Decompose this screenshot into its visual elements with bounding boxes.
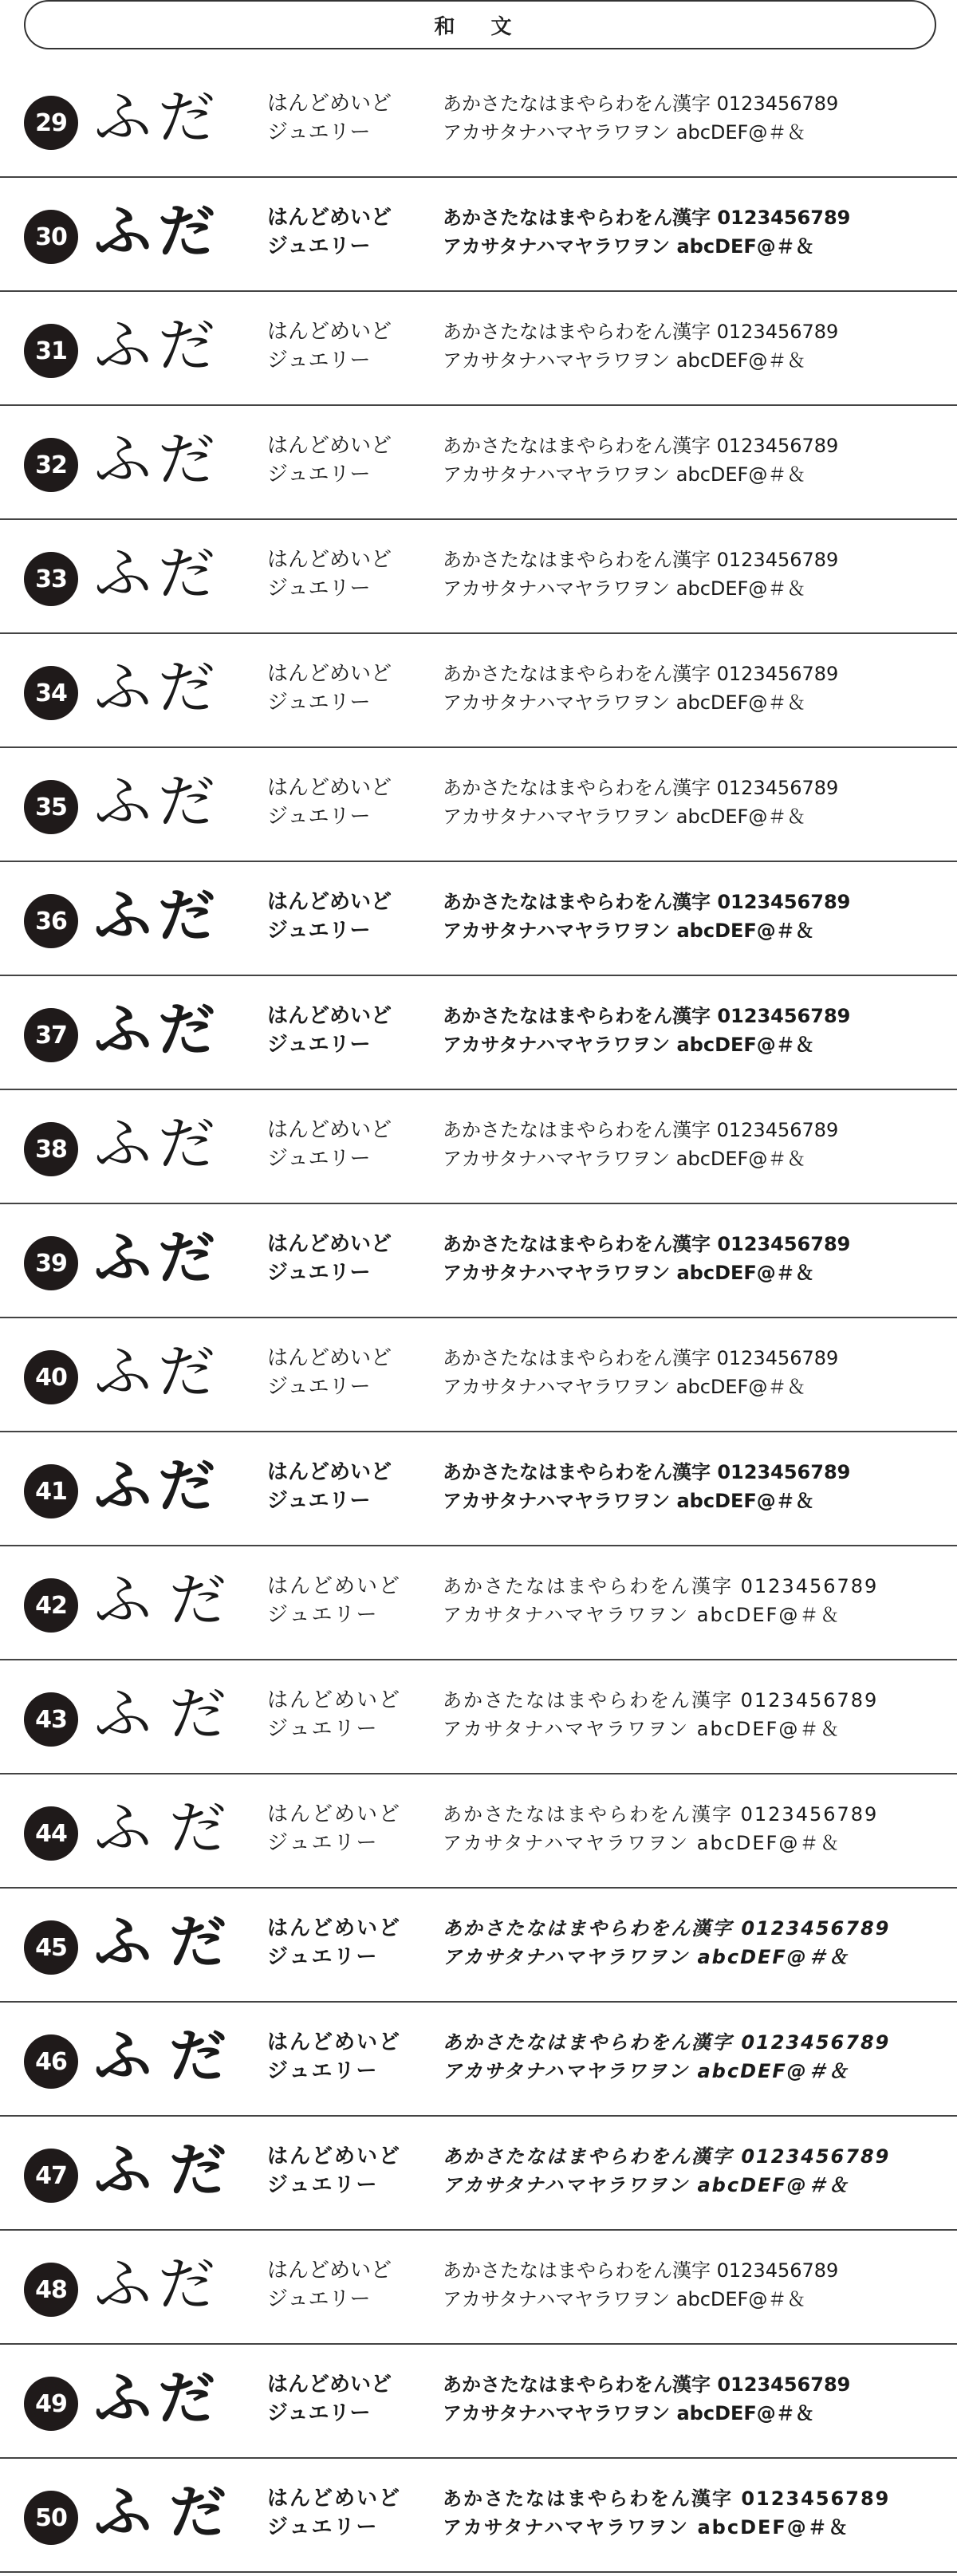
sample-characters-line2: アカサタナハマヤラワヲン abcDEF@＃＆ xyxy=(443,1376,806,1398)
sample-word-line1: はんどめいど xyxy=(267,2373,392,2397)
font-number-badge: 42 xyxy=(24,1578,78,1633)
sample-characters xyxy=(443,2028,941,2086)
sample-word-line2: ジュエリー xyxy=(267,1489,371,1513)
sample-characters-line2: アカサタナハマヤラワヲン abcDEF@＃＆ xyxy=(443,2402,814,2424)
sample-characters xyxy=(443,774,941,831)
sample-characters-line1: あかさたなはまやらわをん漢字 0123456789 xyxy=(443,2145,891,2168)
font-sample-row xyxy=(0,520,957,634)
sample-characters-line1: あかさたなはまやらわをん漢字 0123456789 xyxy=(443,2031,891,2054)
sample-characters-line1: あかさたなはまやらわをん漢字 0123456789 xyxy=(443,207,851,229)
font-number-badge: 34 xyxy=(24,666,78,720)
sample-characters-line1: あかさたなはまやらわをん漢字 0123456789 xyxy=(443,2373,851,2396)
sample-characters-line2: アカサタナハマヤラワヲン abcDEF@＃＆ xyxy=(443,1832,841,1854)
font-number-badge: 39 xyxy=(24,1236,78,1290)
font-sample-row xyxy=(0,178,957,292)
sample-word xyxy=(267,431,427,489)
sample-characters xyxy=(443,1800,941,1857)
sample-large-text: ふだ xyxy=(94,768,223,835)
sample-characters-line1: あかさたなはまやらわをん漢字 0123456789 xyxy=(443,1233,851,1255)
font-number-badge: 32 xyxy=(24,438,78,492)
font-number-badge: 45 xyxy=(24,1920,78,1975)
sample-word-line2: ジュエリー xyxy=(267,1375,371,1399)
font-sample-row xyxy=(0,292,957,406)
sample-characters-line1: あかさたなはまやらわをん漢字 0123456789 xyxy=(443,1119,839,1141)
sample-characters xyxy=(443,2370,941,2428)
sample-word-line1: はんどめいど xyxy=(267,2145,402,2168)
sample-large-text: ふだ xyxy=(94,1224,223,1291)
sample-characters-line2: アカサタナハマヤラワヲン abcDEF@＃＆ xyxy=(443,1034,814,1056)
sample-characters-line2: アカサタナハマヤラワヲン abcDEF@＃＆ xyxy=(443,2288,806,2310)
sample-large-text: ふだ xyxy=(94,2137,245,2204)
font-sample-row xyxy=(0,1204,957,1318)
sample-word-line1: はんどめいど xyxy=(267,2030,402,2054)
sample-word-line1: はんどめいど xyxy=(267,662,392,686)
sample-word-line1: はんどめいど xyxy=(267,434,392,458)
sample-large-text: ふだ xyxy=(94,1680,245,1747)
sample-word-line2: ジュエリー xyxy=(267,1603,379,1627)
sample-characters xyxy=(443,660,941,717)
font-sample-row xyxy=(0,2459,957,2573)
sample-characters-line2: アカサタナハマヤラワヲン abcDEF@＃＆ xyxy=(443,1946,849,1968)
sample-characters xyxy=(443,1686,941,1743)
font-number-badge: 30 xyxy=(24,210,78,264)
sample-characters-line2: アカサタナハマヤラワヲン abcDEF@＃＆ xyxy=(443,235,814,258)
font-sample-row xyxy=(0,2345,957,2459)
sample-characters xyxy=(443,2142,941,2200)
font-number-badge: 44 xyxy=(24,1806,78,1861)
sample-word xyxy=(267,89,427,147)
sample-characters-line2: アカサタナハマヤラワヲン abcDEF@＃＆ xyxy=(443,1262,814,1284)
font-sample-row xyxy=(0,862,957,976)
sample-characters-line2: アカサタナハマヤラワヲン abcDEF@＃＆ xyxy=(443,805,806,828)
font-sample-row xyxy=(0,1660,957,1774)
sample-word-line2: ジュエリー xyxy=(267,1831,379,1855)
font-number-badge: 49 xyxy=(24,2377,78,2431)
sample-word-line1: はんどめいど xyxy=(267,776,392,800)
font-number-badge: 47 xyxy=(24,2149,78,2203)
sample-word-line2: ジュエリー xyxy=(267,919,371,943)
font-sample-row xyxy=(0,1318,957,1432)
sample-word-line1: はんどめいど xyxy=(267,1916,402,1940)
sample-word-line2: ジュエリー xyxy=(267,234,371,258)
sample-large-text: ふだ xyxy=(94,2365,223,2432)
sample-characters-line1: あかさたなはまやらわをん漢字 0123456789 xyxy=(443,1575,879,1597)
sample-characters-line2: アカサタナハマヤラワヲン abcDEF@＃＆ xyxy=(443,349,806,372)
sample-characters xyxy=(443,1914,941,1971)
sample-word-line2: ジュエリー xyxy=(267,577,371,601)
sample-large-text: ふだ xyxy=(94,996,223,1063)
sample-characters-line1: あかさたなはまやらわをん漢字 0123456789 xyxy=(443,891,851,913)
font-sample-row xyxy=(0,2231,957,2345)
sample-characters-line2: アカサタナハマヤラワヲン abcDEF@＃＆ xyxy=(443,920,814,942)
font-number-badge: 36 xyxy=(24,894,78,948)
sample-word-line1: はんどめいど xyxy=(267,2487,402,2511)
sample-large-text: ふだ xyxy=(94,882,223,949)
sample-characters-line2: アカサタナハマヤラワヲン abcDEF@＃＆ xyxy=(443,1604,841,1626)
sample-word-line1: はんどめいど xyxy=(267,1004,392,1028)
sample-word-line2: ジュエリー xyxy=(267,120,371,144)
sample-large-text: ふだ xyxy=(94,1452,223,1519)
section-title: 和 文 xyxy=(434,14,526,39)
sample-word-line1: はんどめいど xyxy=(267,206,392,230)
sample-large-text: ふだ xyxy=(94,198,223,265)
font-sample-row xyxy=(0,2117,957,2231)
sample-large-text: ふだ xyxy=(94,1566,245,1633)
font-number-badge: 41 xyxy=(24,1464,78,1518)
sample-word-line2: ジュエリー xyxy=(267,1147,371,1171)
sample-word-line1: はんどめいど xyxy=(267,1574,402,1598)
sample-characters-line2: アカサタナハマヤラワヲン abcDEF@＃＆ xyxy=(443,121,806,144)
font-sample-row xyxy=(0,976,957,1090)
font-number-badge: 40 xyxy=(24,1350,78,1404)
sample-word xyxy=(267,774,427,831)
sample-word-line1: はんどめいど xyxy=(267,92,392,116)
sample-characters-line1: あかさたなはまやらわをん漢字 0123456789 xyxy=(443,549,839,571)
font-number-badge: 29 xyxy=(24,96,78,150)
sample-word-line2: ジュエリー xyxy=(267,1033,371,1057)
sample-word-line2: ジュエリー xyxy=(267,805,371,829)
sample-word xyxy=(267,317,427,375)
sample-characters-line1: あかさたなはまやらわをん漢字 0123456789 xyxy=(443,2259,839,2282)
sample-word-line2: ジュエリー xyxy=(267,349,371,372)
font-sample-row xyxy=(0,2003,957,2117)
sample-word-line2: ジュエリー xyxy=(267,2173,379,2197)
sample-word-line2: ジュエリー xyxy=(267,2059,379,2083)
sample-large-text: ふだ xyxy=(94,1794,245,1861)
sample-characters-line2: アカサタナハマヤラワヲン abcDEF@＃＆ xyxy=(443,691,806,714)
sample-characters-line1: あかさたなはまやらわをん漢字 0123456789 xyxy=(443,1005,851,1027)
sample-characters xyxy=(443,89,941,147)
sample-word-line2: ジュエリー xyxy=(267,1717,379,1741)
sample-characters xyxy=(443,1458,941,1515)
sample-large-text: ふだ xyxy=(94,1338,223,1405)
sample-word-line1: はんどめいど xyxy=(267,1460,392,1484)
sample-characters xyxy=(443,2256,941,2314)
font-number-badge: 31 xyxy=(24,324,78,378)
sample-word xyxy=(267,1230,427,1287)
sample-word xyxy=(267,2370,427,2428)
sample-characters-line1: あかさたなはまやらわをん漢字 0123456789 xyxy=(443,1689,879,1711)
sample-word xyxy=(267,1002,427,1059)
font-sample-row xyxy=(0,1090,957,1204)
font-sample-list xyxy=(0,64,957,2573)
sample-word-line1: はんどめいど xyxy=(267,890,392,914)
sample-word-line1: はんどめいど xyxy=(267,1118,392,1142)
sample-word xyxy=(267,203,427,261)
sample-characters-line1: あかさたなはまやらわをん漢字 0123456789 xyxy=(443,777,839,799)
sample-characters-line2: アカサタナハマヤラワヲン abcDEF@＃＆ xyxy=(443,2060,849,2082)
font-number-badge: 43 xyxy=(24,1692,78,1747)
sample-word xyxy=(267,1344,427,1401)
sample-word-line2: ジュエリー xyxy=(267,1261,371,1285)
sample-characters xyxy=(443,888,941,945)
sample-large-text: ふだ xyxy=(94,426,223,493)
sample-characters-line2: アカサタナハマヤラワヲン abcDEF@＃＆ xyxy=(443,1148,806,1170)
sample-large-text: ふだ xyxy=(94,312,223,379)
sample-word xyxy=(267,1914,427,1971)
font-number-badge: 35 xyxy=(24,780,78,834)
sample-characters-line2: アカサタナハマヤラワヲン abcDEF@＃＆ xyxy=(443,2516,849,2539)
sample-word xyxy=(267,1800,427,1857)
sample-characters-line1: あかさたなはまやらわをん漢字 0123456789 xyxy=(443,1461,851,1483)
sample-characters xyxy=(443,1230,941,1287)
sample-characters-line1: あかさたなはまやらわをん漢字 0123456789 xyxy=(443,93,839,115)
sample-large-text: ふだ xyxy=(94,1908,245,1975)
sample-large-text: ふだ xyxy=(94,654,223,721)
sample-word xyxy=(267,1572,427,1629)
sample-characters xyxy=(443,2484,941,2542)
sample-word-line2: ジュエリー xyxy=(267,2515,379,2539)
sample-characters xyxy=(443,1572,941,1629)
font-sample-row xyxy=(0,1546,957,1660)
sample-large-text: ふだ xyxy=(94,540,223,607)
font-number-badge: 37 xyxy=(24,1008,78,1062)
font-sample-row xyxy=(0,406,957,520)
sample-word-line1: はんどめいど xyxy=(267,1346,392,1370)
sample-word xyxy=(267,1458,427,1515)
sample-characters-line1: あかさたなはまやらわをん漢字 0123456789 xyxy=(443,1347,839,1369)
sample-word xyxy=(267,1686,427,1743)
sample-large-text: ふだ xyxy=(94,84,223,151)
sample-characters xyxy=(443,317,941,375)
sample-word xyxy=(267,546,427,603)
font-number-badge: 48 xyxy=(24,2263,78,2317)
sample-word-line2: ジュエリー xyxy=(267,2401,371,2425)
sample-characters xyxy=(443,1002,941,1059)
sample-word-line2: ジュエリー xyxy=(267,463,371,486)
sample-characters-line2: アカサタナハマヤラワヲン abcDEF@＃＆ xyxy=(443,577,806,600)
sample-word-line1: はんどめいど xyxy=(267,548,392,572)
sample-word-line2: ジュエリー xyxy=(267,2287,371,2311)
font-number-badge: 46 xyxy=(24,2034,78,2089)
sample-characters-line2: アカサタナハマヤラワヲン abcDEF@＃＆ xyxy=(443,2174,849,2196)
sample-characters-line1: あかさたなはまやらわをん漢字 0123456789 xyxy=(443,1917,891,1940)
sample-word-line2: ジュエリー xyxy=(267,1945,379,1969)
font-sample-row xyxy=(0,1432,957,1546)
font-sample-row xyxy=(0,1889,957,2003)
sample-characters-line1: あかさたなはまやらわをん漢字 0123456789 xyxy=(443,1803,879,1826)
font-number-badge: 38 xyxy=(24,1122,78,1176)
sample-word xyxy=(267,2484,427,2542)
sample-characters xyxy=(443,546,941,603)
section-header xyxy=(24,0,936,49)
sample-characters-line1: あかさたなはまやらわをん漢字 0123456789 xyxy=(443,435,839,457)
sample-characters-line1: あかさたなはまやらわをん漢字 0123456789 xyxy=(443,321,839,343)
sample-large-text: ふだ xyxy=(94,1110,223,1177)
font-number-badge: 33 xyxy=(24,552,78,606)
sample-word-line1: はんどめいど xyxy=(267,2259,392,2283)
sample-characters-line1: あかさたなはまやらわをん漢字 0123456789 xyxy=(443,663,839,685)
sample-word xyxy=(267,660,427,717)
font-sample-row xyxy=(0,64,957,178)
sample-word-line1: はんどめいど xyxy=(267,320,392,344)
font-sample-row xyxy=(0,748,957,862)
font-number-badge: 50 xyxy=(24,2491,78,2545)
sample-word-line1: はんどめいど xyxy=(267,1232,392,1256)
sample-word xyxy=(267,2256,427,2314)
sample-word xyxy=(267,888,427,945)
sample-word xyxy=(267,1116,427,1173)
sample-word-line1: はんどめいど xyxy=(267,1802,402,1826)
sample-large-text: ふだ xyxy=(94,2251,223,2318)
sample-characters-line2: アカサタナハマヤラワヲン abcDEF@＃＆ xyxy=(443,1718,841,1740)
sample-large-text: ふだ xyxy=(94,2023,245,2090)
sample-characters-line2: アカサタナハマヤラワヲン abcDEF@＃＆ xyxy=(443,1490,814,1512)
sample-large-text: ふだ xyxy=(94,2479,245,2546)
font-sample-row xyxy=(0,634,957,748)
sample-characters xyxy=(443,1344,941,1401)
font-sample-row xyxy=(0,1774,957,1889)
sample-word-line2: ジュエリー xyxy=(267,691,371,715)
sample-word xyxy=(267,2142,427,2200)
sample-characters xyxy=(443,203,941,261)
sample-word xyxy=(267,2028,427,2086)
sample-characters-line1: あかさたなはまやらわをん漢字 0123456789 xyxy=(443,2487,891,2510)
sample-characters xyxy=(443,431,941,489)
sample-word-line1: はんどめいど xyxy=(267,1688,402,1712)
sample-characters-line2: アカサタナハマヤラワヲン abcDEF@＃＆ xyxy=(443,463,806,486)
sample-characters xyxy=(443,1116,941,1173)
